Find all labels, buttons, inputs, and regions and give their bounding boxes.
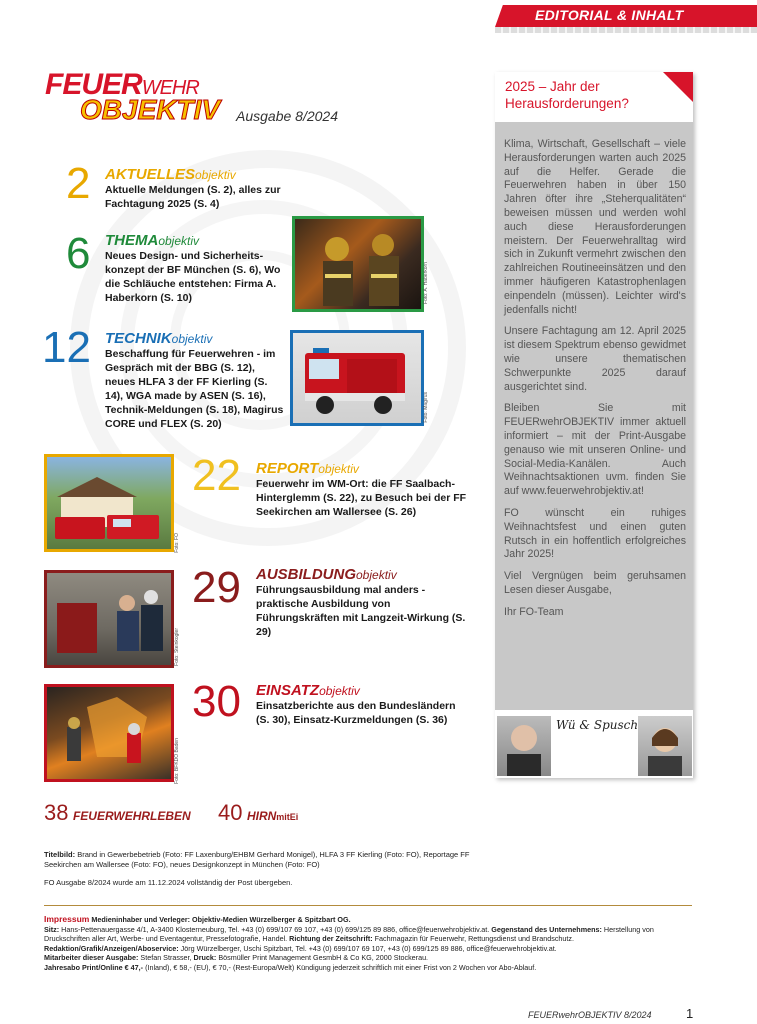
header-stripes: [495, 27, 757, 33]
toc-description: Neues Design- und Sicherheits-konzept der BF München (S. 6), Wo die Schläuche entstehen: Firma A. Haberkorn (S. 10): [105, 250, 281, 304]
editorial-paragraph: Ihr FO-Team: [504, 605, 564, 618]
toc-title: AUSBILDUNGobjektiv: [256, 566, 397, 583]
signature: Wü & Spusch: [556, 718, 639, 732]
photo-thema: [292, 216, 424, 312]
highlight-label: FEUERWEHRLEBEN: [72, 809, 191, 823]
toc-page-number: 2: [66, 159, 91, 208]
fire-station-icon: [47, 457, 171, 549]
toc-description: Aktuelle Meldungen (S. 2), alles zur Fachtagung 2025 (S. 4): [105, 184, 281, 210]
logo-line2: OBJEKTIV: [80, 94, 221, 125]
photo-credit: Foto: A. Haberkorn: [423, 262, 429, 304]
highlight-feuerwehrleben[interactable]: [44, 800, 191, 826]
photo-technik: [290, 330, 424, 426]
toc-description: Führungsausbildung mal anders - praktische Ausbildung von Führungskräften mit Langzeit-Wirkung (S. 29): [256, 584, 466, 638]
toc-description: Einsatzberichte aus den Bundesländern (S. 30), Einsatz-Kurzmeldungen (S. 36): [256, 700, 456, 726]
person-icon: [638, 716, 692, 776]
fire-truck-icon: [293, 333, 421, 423]
editorial-paragraph: Viel Vergnügen beim geruhsamen Lesen dieser Ausgabe,: [504, 570, 686, 596]
toc-entry-einsatz[interactable]: [192, 677, 241, 726]
photo-einsatz: [44, 684, 174, 782]
mailing-note: FO Ausgabe 8/2024 wurde am 11.12.2024 vollständig der Post übergeben.: [44, 878, 293, 887]
highlight-number: 40: [218, 800, 243, 825]
toc-entry-report[interactable]: [192, 451, 241, 500]
toc-description: Feuerwehr im WM-Ort: die FF Saalbach-Hinterglemm (S. 22), zu Besuch bei der FF Seekirchen am Wallersee (S. 26): [256, 478, 467, 518]
section-label: EDITORIAL & INHALT: [535, 7, 684, 23]
footer-magazine: FEUERwehrOBJEKTIV 8/2024: [528, 1010, 652, 1020]
avatar: [638, 716, 692, 776]
toc-page-number: 12: [42, 323, 91, 372]
photo-credit: Foto: BFKDO Baden: [174, 738, 180, 784]
editorial-paragraph: Unsere Fachtagung am 12. April 2025 ist diesem Spektrum ebenso gewidmet wie unsere thematischen Schwerpunkte 2025 darauf ausgerichtet sind.: [504, 325, 686, 393]
toc-text-thema: [105, 232, 285, 305]
photo-credit: Foto: Steinkogler: [174, 628, 180, 666]
toc-page-number: 22: [192, 451, 241, 500]
toc-title: REPORTobjektiv: [256, 460, 359, 477]
person-icon: [497, 716, 551, 776]
firefighter-photo-icon: [295, 219, 421, 309]
toc-text-ausbildung: [256, 566, 468, 639]
toc-entry-thema[interactable]: [66, 229, 91, 278]
toc-title: TECHNIKobjektiv: [105, 330, 213, 347]
toc-entry-ausbildung[interactable]: [192, 563, 241, 612]
editorial-paragraph: Bleiben Sie mit FEUERwehrOBJEKTIV immer aktuell informiert – mit der Print-Ausgabe genauso wie mit unseren Online- und Social-Media-Kanälen. Auch Weihnachtsaktionen uvm. finden Sie auf www.feuerwehrobjektiv.at!: [504, 402, 686, 498]
editorial-paragraph: FO wünscht ein ruhiges Weihnachtsfest und einen guten Rutsch in ein hoffentlich erfolgreiches Jahr 2025!: [504, 506, 686, 561]
photo-ausbildung: [44, 570, 174, 668]
photo-credit: Foto: FO: [174, 533, 180, 553]
editorial-text: [504, 138, 686, 628]
editorial-corner: [663, 72, 693, 102]
cover-caption: Titelbild: Brand in Gewerbebetrieb (Foto: FF Laxenburg/EHBM Gerhard Monigel), HLFA 3 FF Kierling (Foto: FO), Reportage FF Seekirchen am Wallersee (Foto: FO), neues Designkonzept in München (Foto: FO): [44, 850, 470, 869]
highlight-hirnmitei[interactable]: [218, 800, 298, 826]
toc-title: THEMAobjektiv: [105, 232, 200, 249]
toc-title: AKTUELLESobjektiv: [105, 166, 236, 183]
toc-page-number: 29: [192, 563, 241, 612]
photo-credit: Foto: Magirus: [423, 392, 429, 423]
editorial-title: 2025 – Jahr der Herausforderungen?: [505, 79, 629, 111]
toc-page-number: 6: [66, 229, 91, 278]
toc-text-aktuelles: [105, 166, 305, 211]
toc-text-report: [256, 460, 468, 519]
toc-description: Beschaffung für Feuerwehren - im Gespräch mit der BBG (S. 12), neues HLFA 3 der FF Kierling (S. 14), WGA made by ASEN (S. 16), Technik-Meldungen (S. 18), Magirus CORE und FLEX (S. 20): [105, 348, 284, 430]
training-photo-icon: [47, 573, 171, 665]
toc-title: EINSATZobjektiv: [256, 682, 360, 699]
editorial-paragraph: Klima, Wirtschaft, Gesellschaft – viele Herausforderungen warten auch 2025 auf die Helfer. Gerade die Feuerwehren haben in über 150 Jahren öfter ihre „Steherqualitäten“ beweisen müssen und werden wohl auch diese Herausforderungen meistern. Der Feuerwehralltag wird sich in Zukunft vermehrt zwischen den zahlreichen Routineeinsätzen und den immer häufigeren Katastrophenlagen einpendeln (müssen). Leichter wird's jedenfalls nicht!: [504, 138, 686, 316]
toc-page-number: 30: [192, 677, 241, 726]
highlight-label: HIRNmitEi: [246, 809, 299, 823]
fire-scene-icon: [47, 687, 171, 779]
toc-entry-technik[interactable]: [42, 323, 91, 372]
impressum: Impressum Medieninhaber und Verleger: Objektiv-Medien Würzelberger & Spitzbart OG. Sitz: Hans-Pettenauergasse 4/1, A-3400 Klosterneuburg, Tel. +43 (0) 699/107 69 107, +43 (0) 699/125 89 886, office@feuerwehrobjektiv.at. Gegenstand des Unternehmens: Herstellung von Druckschriften aller Art, Werbe- und Eventagentur, Pressefotografie, Handel. Richtung der Zeitschrift: Fachmagazin für Feuerwehr, Rettungsdienst und Brandschutz. Redaktion/Grafik/Anzeigen/Aboservice: Jörg Würzelberger, Uschi Spitzbart, Tel. +43 (0) 699/107 69 107, +43 (0) 699/125 89 886, office@feuerwehrobjektiv.at. Mitarbeiter dieser Ausgabe: Stefan Strasser, Druck: Bösmüller Print Management GesmbH & Co KG, 2000 Stockerau. Jahresabo Print/Online € 47,- (Inland), € 58,- (EU), € 70,- (Rest-Europa/Welt) Kündigung jederzeit schriftlich mit einer Frist von 2 Wochen vor Abo-Ablauf.: [44, 914, 654, 972]
page-number: 1: [686, 1006, 694, 1021]
avatar: [497, 716, 551, 776]
divider: [44, 905, 692, 906]
photo-report: [44, 454, 174, 552]
logo-line1: FEUERWEHR: [45, 68, 199, 101]
toc-text-einsatz: [256, 682, 468, 727]
toc-entry-aktuelles[interactable]: [66, 159, 91, 208]
highlight-number: 38: [44, 800, 69, 825]
toc-text-technik: [105, 330, 287, 431]
issue-label: Ausgabe 8/2024: [236, 108, 338, 124]
